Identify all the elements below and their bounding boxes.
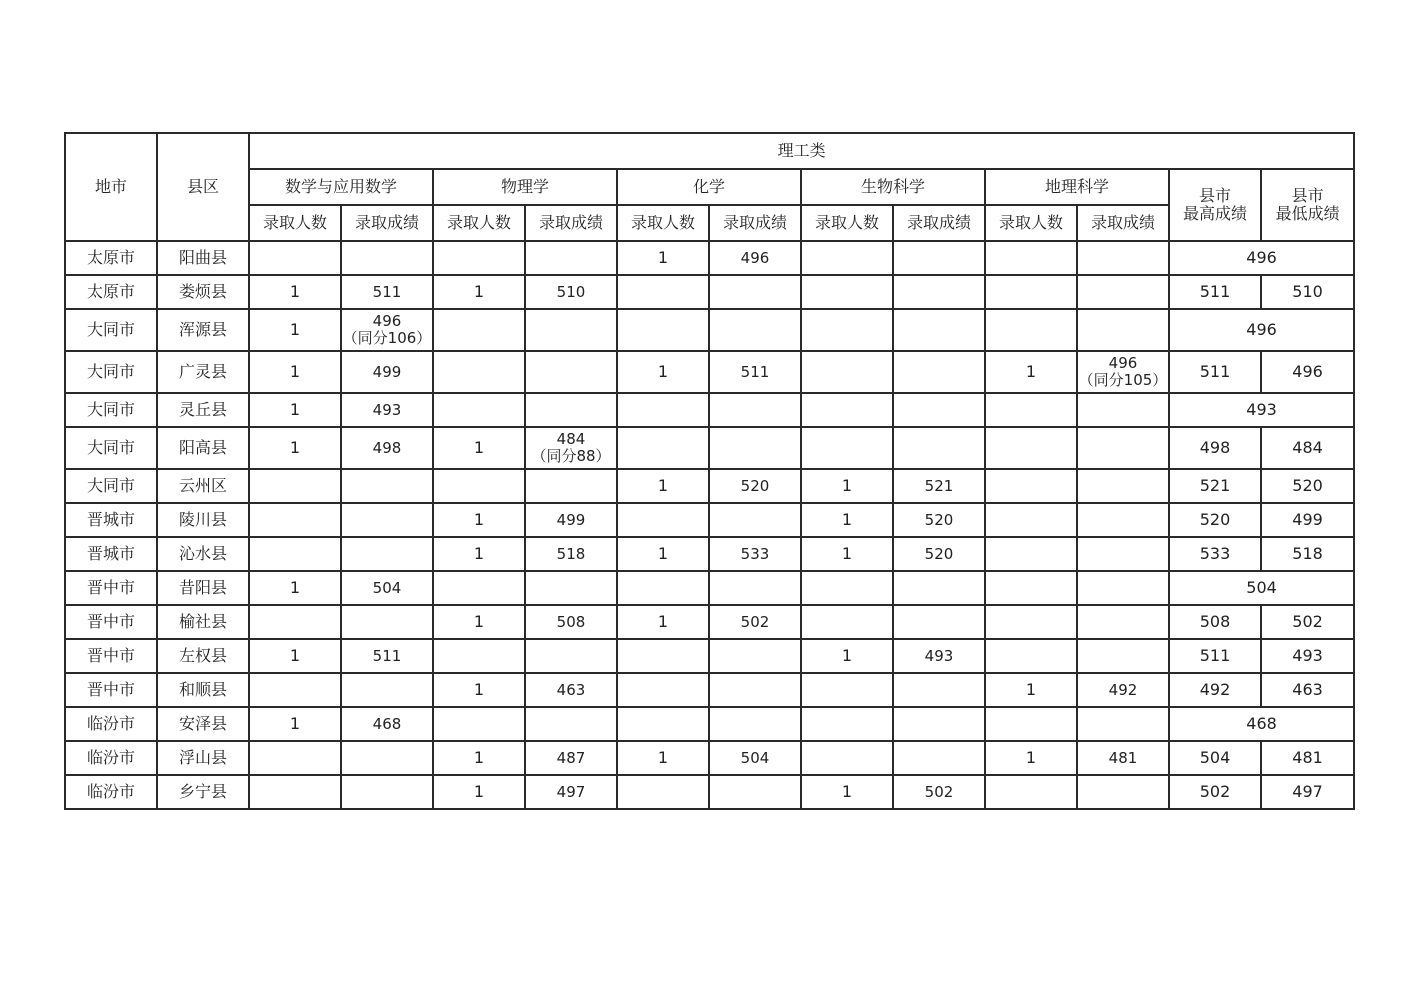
county-min-cell: 499 (1261, 503, 1354, 537)
header-admit-count: 录取人数 (617, 205, 709, 241)
score-value: 508 (556, 612, 586, 631)
county-min-cell: 497 (1261, 775, 1354, 809)
header-admit-score: 录取成绩 (709, 205, 801, 241)
city-cell: 晋中市 (65, 639, 157, 673)
score-cell (525, 775, 617, 809)
header-county-min: 县市 最低成绩 (1261, 169, 1354, 241)
count-cell (801, 309, 893, 351)
score-cell (1077, 707, 1169, 741)
score-cell (709, 639, 801, 673)
county-min-cell: 510 (1261, 275, 1354, 309)
count-cell (617, 393, 709, 427)
table-row (65, 741, 1354, 775)
count-cell (249, 775, 341, 809)
county-min-cell: 502 (1261, 605, 1354, 639)
header-subject: 数学与应用数学 (249, 169, 433, 205)
city-cell: 临汾市 (65, 775, 157, 809)
score-cell (341, 393, 433, 427)
score-value: 502 (740, 612, 770, 631)
count-cell (801, 571, 893, 605)
score-cell (893, 605, 985, 639)
score-cell (525, 639, 617, 673)
score-value: 511 (372, 646, 402, 665)
county-max-cell: 533 (1169, 537, 1261, 571)
count-cell (985, 775, 1077, 809)
score-cell (893, 741, 985, 775)
table-row (65, 707, 1354, 741)
table-row (65, 275, 1354, 309)
score-cell (1077, 393, 1169, 427)
score-cell (893, 427, 985, 469)
count-cell: 1 (801, 537, 893, 571)
score-value: 496 (372, 312, 402, 330)
header-subject: 化学 (617, 169, 801, 205)
header-admit-count: 录取人数 (985, 205, 1077, 241)
score-value: 493 (372, 400, 402, 419)
header-admit-score: 录取成绩 (1077, 205, 1169, 241)
county-cell: 安泽县 (157, 707, 249, 741)
score-cell (709, 741, 801, 775)
count-cell (801, 393, 893, 427)
score-value: 496 (740, 248, 770, 267)
count-cell (617, 775, 709, 809)
score-cell (893, 241, 985, 275)
table-row (65, 537, 1354, 571)
count-cell (801, 605, 893, 639)
score-cell (525, 351, 617, 393)
count-cell (801, 427, 893, 469)
count-cell: 1 (249, 275, 341, 309)
score-cell (525, 707, 617, 741)
header-subject: 物理学 (433, 169, 617, 205)
county-max-cell: 498 (1169, 427, 1261, 469)
table-row (65, 469, 1354, 503)
count-cell: 1 (985, 741, 1077, 775)
count-cell (617, 427, 709, 469)
score-cell (709, 427, 801, 469)
score-cell (525, 537, 617, 571)
county-min-cell: 484 (1261, 427, 1354, 469)
score-cell (341, 309, 433, 351)
county-score-merged: 504 (1169, 571, 1354, 605)
score-value: 518 (556, 544, 586, 563)
score-value: 499 (372, 362, 402, 381)
score-cell (709, 571, 801, 605)
county-cell: 浮山县 (157, 741, 249, 775)
score-cell (341, 537, 433, 571)
count-cell (801, 275, 893, 309)
score-value: 504 (740, 748, 770, 767)
score-value: 499 (556, 510, 586, 529)
count-cell: 1 (617, 469, 709, 503)
county-cell: 娄烦县 (157, 275, 249, 309)
tie-note: （同分105） (1078, 371, 1168, 389)
score-cell (341, 351, 433, 393)
score-cell (1077, 571, 1169, 605)
score-value: 502 (924, 782, 954, 801)
score-cell (341, 707, 433, 741)
count-cell (433, 351, 525, 393)
city-cell: 晋中市 (65, 605, 157, 639)
score-cell (1077, 241, 1169, 275)
count-cell: 1 (617, 241, 709, 275)
score-cell (1077, 537, 1169, 571)
county-min-cell: 518 (1261, 537, 1354, 571)
county-cell: 榆社县 (157, 605, 249, 639)
county-score-merged: 468 (1169, 707, 1354, 741)
count-cell (617, 275, 709, 309)
county-cell: 乡宁县 (157, 775, 249, 809)
count-cell (985, 707, 1077, 741)
score-value: 492 (1108, 680, 1138, 699)
county-cell: 云州区 (157, 469, 249, 503)
score-cell (1077, 605, 1169, 639)
county-cell: 昔阳县 (157, 571, 249, 605)
count-cell: 1 (801, 639, 893, 673)
score-cell (1077, 775, 1169, 809)
county-cell: 灵丘县 (157, 393, 249, 427)
table-row (65, 673, 1354, 707)
count-cell: 1 (249, 309, 341, 351)
score-cell (893, 393, 985, 427)
score-cell (341, 741, 433, 775)
count-cell: 1 (433, 673, 525, 707)
count-cell: 1 (249, 639, 341, 673)
score-value: 504 (372, 578, 402, 597)
table-row (65, 351, 1354, 393)
county-score-merged: 493 (1169, 393, 1354, 427)
score-cell (341, 775, 433, 809)
score-cell (341, 571, 433, 605)
score-cell (893, 503, 985, 537)
county-cell: 阳高县 (157, 427, 249, 469)
count-cell: 1 (801, 503, 893, 537)
header-admit-score: 录取成绩 (525, 205, 617, 241)
score-cell (341, 275, 433, 309)
score-cell (709, 309, 801, 351)
score-cell (893, 351, 985, 393)
score-value: 510 (556, 282, 586, 301)
score-cell (709, 393, 801, 427)
score-value: 521 (924, 476, 954, 495)
score-cell (1077, 469, 1169, 503)
county-max-cell: 508 (1169, 605, 1261, 639)
score-cell (1077, 503, 1169, 537)
score-value: 520 (924, 544, 954, 563)
count-cell: 1 (249, 571, 341, 605)
county-cell: 左权县 (157, 639, 249, 673)
city-cell: 晋中市 (65, 673, 157, 707)
count-cell (249, 605, 341, 639)
county-cell: 陵川县 (157, 503, 249, 537)
count-cell (801, 351, 893, 393)
city-cell: 临汾市 (65, 707, 157, 741)
tie-note: （同分88） (531, 447, 611, 465)
table-row (65, 639, 1354, 673)
count-cell (433, 393, 525, 427)
score-cell (341, 673, 433, 707)
table-row (65, 241, 1354, 275)
count-cell (617, 707, 709, 741)
count-cell (433, 469, 525, 503)
count-cell (617, 639, 709, 673)
score-cell (525, 393, 617, 427)
count-cell: 1 (617, 351, 709, 393)
score-cell (1077, 309, 1169, 351)
score-cell (341, 503, 433, 537)
table-row (65, 605, 1354, 639)
county-cell: 浑源县 (157, 309, 249, 351)
count-cell (985, 309, 1077, 351)
county-min-cell: 496 (1261, 351, 1354, 393)
table-row (65, 309, 1354, 351)
score-cell (709, 503, 801, 537)
count-cell: 1 (617, 605, 709, 639)
score-cell (341, 427, 433, 469)
score-cell (893, 775, 985, 809)
score-value: 497 (556, 782, 586, 801)
count-cell (249, 741, 341, 775)
county-min-cell: 481 (1261, 741, 1354, 775)
score-cell (525, 275, 617, 309)
count-cell (249, 241, 341, 275)
score-cell (341, 469, 433, 503)
score-cell (525, 309, 617, 351)
count-cell (249, 673, 341, 707)
count-cell: 1 (249, 707, 341, 741)
score-cell (709, 469, 801, 503)
score-cell (893, 309, 985, 351)
header-city: 地市 (65, 133, 157, 241)
score-value: 468 (372, 714, 402, 733)
score-value: 533 (740, 544, 770, 563)
score-cell (341, 605, 433, 639)
score-value: 498 (372, 438, 402, 457)
county-min-cell: 463 (1261, 673, 1354, 707)
county-cell: 广灵县 (157, 351, 249, 393)
count-cell: 1 (985, 351, 1077, 393)
header-admit-score: 录取成绩 (341, 205, 433, 241)
count-cell: 1 (617, 537, 709, 571)
tie-note: （同分106） (342, 329, 432, 347)
score-cell (709, 537, 801, 571)
count-cell (985, 605, 1077, 639)
score-cell (709, 275, 801, 309)
county-max-cell: 502 (1169, 775, 1261, 809)
count-cell (249, 537, 341, 571)
score-cell (709, 605, 801, 639)
county-min-cell: 493 (1261, 639, 1354, 673)
score-cell (1077, 275, 1169, 309)
count-cell (617, 503, 709, 537)
score-cell (893, 571, 985, 605)
count-cell (985, 503, 1077, 537)
city-cell: 临汾市 (65, 741, 157, 775)
count-cell: 1 (249, 393, 341, 427)
city-cell: 大同市 (65, 427, 157, 469)
count-cell (801, 241, 893, 275)
count-cell: 1 (249, 427, 341, 469)
score-value: 493 (924, 646, 954, 665)
score-value: 484 (556, 430, 586, 448)
score-cell (709, 775, 801, 809)
score-cell (893, 537, 985, 571)
county-max-cell: 511 (1169, 275, 1261, 309)
header-county: 县区 (157, 133, 249, 241)
header-category: 理工类 (249, 133, 1354, 169)
count-cell (617, 309, 709, 351)
county-score-merged: 496 (1169, 309, 1354, 351)
score-cell (525, 241, 617, 275)
score-value: 520 (924, 510, 954, 529)
count-cell: 1 (433, 275, 525, 309)
score-cell (341, 639, 433, 673)
count-cell (433, 639, 525, 673)
table-row (65, 393, 1354, 427)
score-value: 496 (1108, 354, 1138, 372)
header-admit-score: 录取成绩 (893, 205, 985, 241)
city-cell: 大同市 (65, 351, 157, 393)
county-max-cell: 504 (1169, 741, 1261, 775)
score-cell (893, 275, 985, 309)
county-cell: 沁水县 (157, 537, 249, 571)
count-cell (985, 469, 1077, 503)
count-cell (985, 571, 1077, 605)
count-cell: 1 (801, 775, 893, 809)
score-cell (525, 503, 617, 537)
count-cell: 1 (433, 503, 525, 537)
county-max-cell: 520 (1169, 503, 1261, 537)
count-cell (801, 673, 893, 707)
header-subject: 生物科学 (801, 169, 985, 205)
score-value: 481 (1108, 748, 1138, 767)
score-cell (893, 673, 985, 707)
score-cell (709, 673, 801, 707)
score-cell (525, 571, 617, 605)
county-max-cell: 511 (1169, 351, 1261, 393)
count-cell (985, 393, 1077, 427)
score-cell (525, 605, 617, 639)
score-cell (709, 707, 801, 741)
city-cell: 太原市 (65, 275, 157, 309)
score-value: 463 (556, 680, 586, 699)
header-subject: 地理科学 (985, 169, 1169, 205)
header-admit-count: 录取人数 (433, 205, 525, 241)
table-row (65, 571, 1354, 605)
count-cell: 1 (433, 605, 525, 639)
city-cell: 大同市 (65, 393, 157, 427)
score-cell (525, 741, 617, 775)
admission-table (64, 132, 1355, 810)
city-cell: 大同市 (65, 469, 157, 503)
count-cell (801, 741, 893, 775)
count-cell (985, 427, 1077, 469)
county-min-cell: 520 (1261, 469, 1354, 503)
count-cell (249, 469, 341, 503)
score-cell (1077, 351, 1169, 393)
score-cell (1077, 427, 1169, 469)
city-cell: 大同市 (65, 309, 157, 351)
score-value: 487 (556, 748, 586, 767)
count-cell (617, 673, 709, 707)
count-cell: 1 (985, 673, 1077, 707)
county-max-cell: 521 (1169, 469, 1261, 503)
table-row (65, 775, 1354, 809)
count-cell: 1 (433, 775, 525, 809)
score-cell (893, 639, 985, 673)
count-cell: 1 (249, 351, 341, 393)
header-admit-count: 录取人数 (249, 205, 341, 241)
city-cell: 晋城市 (65, 537, 157, 571)
score-cell (893, 469, 985, 503)
count-cell: 1 (433, 537, 525, 571)
count-cell: 1 (801, 469, 893, 503)
count-cell (985, 275, 1077, 309)
count-cell (617, 571, 709, 605)
score-cell (525, 469, 617, 503)
count-cell (433, 707, 525, 741)
count-cell (801, 707, 893, 741)
header-county-max: 县市 最高成绩 (1169, 169, 1261, 241)
city-cell: 晋城市 (65, 503, 157, 537)
score-cell (1077, 639, 1169, 673)
county-cell: 阳曲县 (157, 241, 249, 275)
score-cell (341, 241, 433, 275)
count-cell: 1 (617, 741, 709, 775)
county-max-cell: 492 (1169, 673, 1261, 707)
score-cell (893, 707, 985, 741)
score-value: 520 (740, 476, 770, 495)
count-cell (985, 241, 1077, 275)
score-cell (525, 673, 617, 707)
score-cell (1077, 673, 1169, 707)
count-cell (433, 309, 525, 351)
city-cell: 太原市 (65, 241, 157, 275)
county-cell: 和顺县 (157, 673, 249, 707)
count-cell (433, 241, 525, 275)
count-cell (249, 503, 341, 537)
count-cell: 1 (433, 741, 525, 775)
table-row (65, 503, 1354, 537)
table-row (65, 427, 1354, 469)
count-cell: 1 (433, 427, 525, 469)
score-cell (709, 241, 801, 275)
score-cell (1077, 741, 1169, 775)
score-cell (525, 427, 617, 469)
score-cell (709, 351, 801, 393)
score-value: 511 (372, 282, 402, 301)
score-value: 511 (740, 362, 770, 381)
count-cell (433, 571, 525, 605)
header-admit-count: 录取人数 (801, 205, 893, 241)
county-score-merged: 496 (1169, 241, 1354, 275)
count-cell (985, 537, 1077, 571)
city-cell: 晋中市 (65, 571, 157, 605)
count-cell (985, 639, 1077, 673)
county-max-cell: 511 (1169, 639, 1261, 673)
